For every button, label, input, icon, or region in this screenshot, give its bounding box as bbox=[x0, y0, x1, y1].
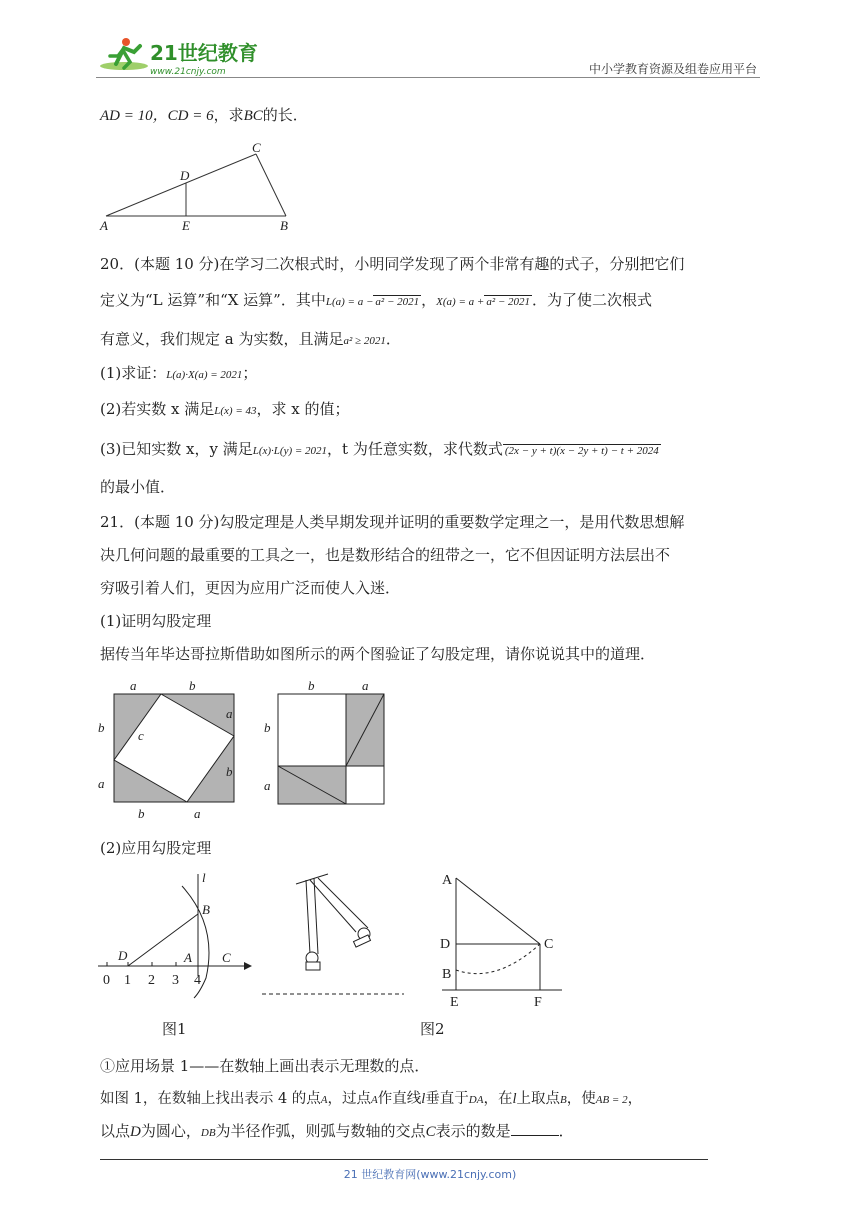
tick-2: 2 bbox=[148, 973, 155, 988]
q20-line-1: 20．(本题 10 分)在学习二次根式时，小明同学发现了两个非常有趣的式子，分别把它们 bbox=[100, 255, 685, 273]
s1-line-l: l bbox=[421, 1091, 426, 1107]
q21-part2-title: (2)应用勾股定理 bbox=[100, 839, 212, 857]
tick-0: 0 bbox=[103, 973, 110, 988]
right-top-b: b bbox=[308, 678, 315, 693]
figure-2-caption: 图2 bbox=[420, 1020, 445, 1038]
logo-graphic bbox=[94, 34, 264, 78]
site-logo bbox=[94, 34, 264, 78]
tick-1: 1 bbox=[124, 973, 131, 988]
left-bottom-b: b bbox=[138, 806, 145, 821]
q20-p3-expr: L(x)·L(y) = 2021 bbox=[252, 445, 328, 457]
figure-2-geometry bbox=[436, 866, 566, 1012]
s1-text-g: ，使 bbox=[566, 1091, 596, 1107]
fig2-label-a: A bbox=[442, 873, 453, 888]
left-right-a: a bbox=[226, 706, 233, 721]
tick-3: 3 bbox=[172, 973, 179, 988]
s1-text-f: 上取点 bbox=[516, 1091, 560, 1107]
pythagoras-proof-figures bbox=[94, 676, 394, 826]
scene1-line-1 bbox=[100, 1088, 760, 1111]
q19-end: 的长． bbox=[262, 106, 308, 124]
q20-condition: a² ≥ 2021 bbox=[343, 335, 386, 347]
q19-question-tail bbox=[100, 104, 760, 127]
q19-triangle-figure bbox=[96, 138, 306, 234]
s1-text-e: ，在 bbox=[483, 1091, 513, 1107]
q20-line3-end: ． bbox=[385, 330, 401, 348]
scene1-title: ①应用场景 1——在数轴上画出表示无理数的点． bbox=[100, 1057, 430, 1075]
left-right-b: b bbox=[226, 764, 233, 779]
q20-part-2 bbox=[100, 398, 760, 422]
s1-text-c: 作直线 bbox=[377, 1091, 422, 1107]
fig19-label-a: A bbox=[100, 218, 108, 233]
q21-line-3: 穷吸引着人们，更因为应用广泛而使人入迷． bbox=[100, 579, 401, 597]
fig19-label-c: C bbox=[252, 140, 261, 155]
q20-p2-expr: L(x) = 43 bbox=[214, 405, 257, 417]
s1-l2-b: 为圆心， bbox=[140, 1122, 201, 1140]
fig19-label-e: E bbox=[182, 218, 190, 233]
fig1-label-l: l bbox=[202, 870, 206, 885]
fig1-label-d: D bbox=[118, 948, 128, 963]
q21-part1-title: (1)证明勾股定理 bbox=[100, 612, 212, 630]
s1-text-b: ，过点 bbox=[327, 1091, 372, 1107]
right-top-a: a bbox=[362, 678, 369, 693]
s1-line-l2: l bbox=[512, 1091, 517, 1107]
q20-p2-label: (2)若实数 x 满足 bbox=[100, 400, 215, 418]
fig2-label-d: D bbox=[440, 937, 451, 952]
header-divider bbox=[96, 77, 760, 78]
s1-text-d: 垂直于 bbox=[425, 1091, 469, 1107]
left-left-b: b bbox=[98, 720, 105, 735]
q21-line-1: 21．(本题 10 分)勾股定理是人类早期发现并证明的重要数学定理之一，是用代数思想解 bbox=[100, 513, 685, 531]
figure-1-caption: 图1 bbox=[162, 1020, 187, 1038]
scene1-line-2 bbox=[100, 1120, 760, 1144]
q20-line2-b: ．为了使二次根式 bbox=[532, 291, 653, 309]
logo-url: www.21cnjy.com bbox=[150, 67, 226, 77]
s1-ab-eq: AB = 2 bbox=[595, 1094, 628, 1106]
s1-l2-point-c: C bbox=[425, 1124, 436, 1140]
q20-l-radicand: a² − 2021 bbox=[375, 296, 420, 308]
q20-line2-a: 定义为“L 运算”和“X 运算”．其中 bbox=[100, 291, 326, 309]
s1-text-a: 如图 1，在数轴上找出表示 4 的点 bbox=[100, 1091, 321, 1107]
right-left-a: a bbox=[264, 778, 271, 793]
s1-l2-c: 为半径作弧，则弧与数轴的交点 bbox=[215, 1122, 426, 1140]
q21-line-2: 决几何问题的最重要的工具之一，也是数形结合的纽带之一，它不但因证明方法层出不 bbox=[100, 546, 671, 564]
figure-1-number-line bbox=[94, 866, 264, 1002]
q20-line3-text: 有意义，我们规定 a 为实数，且满足 bbox=[100, 330, 344, 348]
q20-p3-end: 的最小值． bbox=[100, 478, 176, 496]
left-top-a: a bbox=[130, 678, 137, 693]
q20-x-def: X(a) = a + bbox=[436, 296, 485, 308]
q19-given: AD = 10，CD = 6 bbox=[100, 108, 214, 124]
q19-target: BC bbox=[243, 108, 263, 124]
left-bottom-a: a bbox=[194, 806, 201, 821]
answer-blank[interactable] bbox=[511, 1121, 559, 1136]
q20-p2-end: ，求 x 的值； bbox=[256, 400, 350, 418]
s1-l2-end: ． bbox=[558, 1122, 574, 1140]
logo-text: 21世纪教育 bbox=[150, 41, 258, 65]
fig2-label-b: B bbox=[442, 967, 452, 982]
s1-l2-d: D bbox=[130, 1124, 141, 1140]
footer-divider bbox=[100, 1159, 708, 1160]
fig1-label-a: A bbox=[184, 950, 192, 965]
right-left-b: b bbox=[264, 720, 271, 735]
q20-p3-radicand: (2x − y + t)(x − 2y + t) − t + 2024 bbox=[504, 445, 659, 457]
fig19-label-b: B bbox=[280, 218, 288, 233]
left-left-a: a bbox=[98, 776, 105, 791]
fig1-label-b: B bbox=[202, 902, 210, 917]
s1-seg-da: DA bbox=[468, 1094, 484, 1106]
left-top-b: b bbox=[189, 678, 196, 693]
q20-p1-label: (1)求证： bbox=[100, 364, 167, 382]
s1-point-a2: A bbox=[371, 1094, 378, 1106]
fig2-label-e: E bbox=[450, 995, 459, 1010]
fig2-label-c: C bbox=[544, 937, 554, 952]
left-inner-c: c bbox=[138, 728, 144, 743]
q20-p1-end: ； bbox=[242, 364, 258, 382]
s1-l2-db: DB bbox=[200, 1127, 216, 1139]
fig2-label-f: F bbox=[534, 995, 542, 1010]
q20-p3-mid: ，t 为任意实数，求代数式 bbox=[327, 440, 503, 458]
q20-p1-expr: L(a)·X(a) = 2021 bbox=[166, 369, 243, 381]
q20-line-3 bbox=[100, 328, 760, 352]
q20-part-1 bbox=[100, 362, 760, 386]
q20-line-2 bbox=[100, 289, 760, 313]
header-platform-name: 中小学教育资源及组卷应用平台 bbox=[588, 62, 757, 76]
q20-comma: ， bbox=[421, 291, 437, 309]
swing-illustration bbox=[258, 870, 408, 1000]
fig19-label-d: D bbox=[180, 168, 190, 183]
q21-part1-text: 据传当年毕达哥拉斯借助如图所示的两个图验证了勾股定理，请你说说其中的道理． bbox=[100, 645, 656, 663]
s1-l2-text-d: 表示的数是 bbox=[435, 1122, 511, 1140]
q20-l-def: L(a) = a − bbox=[325, 296, 374, 308]
s1-l2-a: 以点 bbox=[100, 1122, 131, 1140]
footer-text[interactable]: 21 世纪教育网(www.21cnjy.com) bbox=[343, 1168, 517, 1181]
s1-point-a: A bbox=[320, 1094, 328, 1106]
q20-x-radicand: a² − 2021 bbox=[486, 296, 531, 308]
tick-4: 4 bbox=[194, 973, 201, 988]
s1-point-b: B bbox=[559, 1094, 567, 1106]
fig1-label-c: C bbox=[222, 950, 231, 965]
q20-part-3 bbox=[100, 438, 760, 462]
s1-text-h: ， bbox=[627, 1091, 643, 1107]
q19-ask: ，求 bbox=[213, 106, 244, 124]
q20-p3-label: (3)已知实数 x，y 满足 bbox=[100, 440, 253, 458]
